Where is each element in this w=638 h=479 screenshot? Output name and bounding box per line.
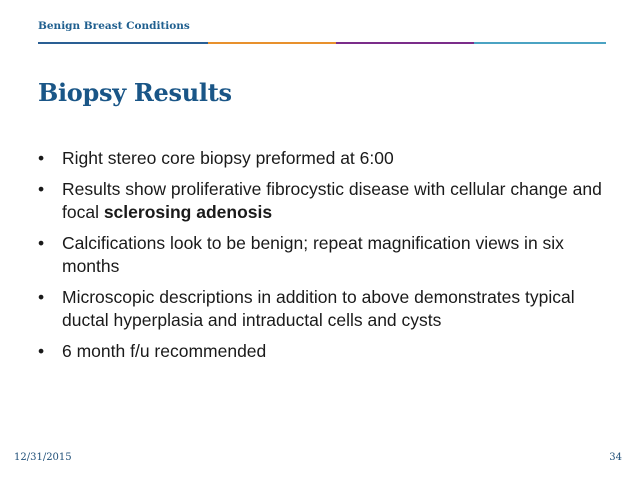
bullet-list xyxy=(38,147,613,371)
slide-title: Biopsy Results xyxy=(38,78,232,107)
bullet-item xyxy=(38,178,613,224)
divider-segment-blue xyxy=(38,42,208,44)
bullet-bold-text: sclerosing adenosis xyxy=(103,202,273,222)
page-number: 34 xyxy=(609,452,622,463)
bullet-text: Right stereo core biopsy preformed at 6:00 xyxy=(62,148,394,168)
divider-segment-teal xyxy=(474,42,606,44)
bullet-icon: • xyxy=(38,287,45,307)
bullet-icon: • xyxy=(38,233,45,253)
divider-segment-purple xyxy=(336,42,474,44)
footer-date: 12/31/2015 xyxy=(14,452,72,463)
bullet-item xyxy=(38,286,613,332)
header-divider xyxy=(38,42,606,44)
bullet-text: Results show proliferative fibrocystic disease with cellular change and focal xyxy=(62,179,602,222)
bullet-text: Calcifications look to be benign; repeat magnification views in six months xyxy=(62,233,564,276)
bullet-item xyxy=(38,232,613,278)
divider-segment-orange xyxy=(208,42,336,44)
bullet-item xyxy=(38,340,613,363)
bullet-text: Microscopic descriptions in addition to above demonstrates typical ductal hyperplasia and intraductal cells and cysts xyxy=(62,287,575,330)
bullet-icon: • xyxy=(38,148,45,168)
section-header: Benign Breast Conditions xyxy=(38,20,190,32)
bullet-item xyxy=(38,147,613,170)
bullet-text: 6 month f/u recommended xyxy=(62,341,267,361)
bullet-icon: • xyxy=(38,341,45,361)
bullet-icon: • xyxy=(38,179,45,199)
